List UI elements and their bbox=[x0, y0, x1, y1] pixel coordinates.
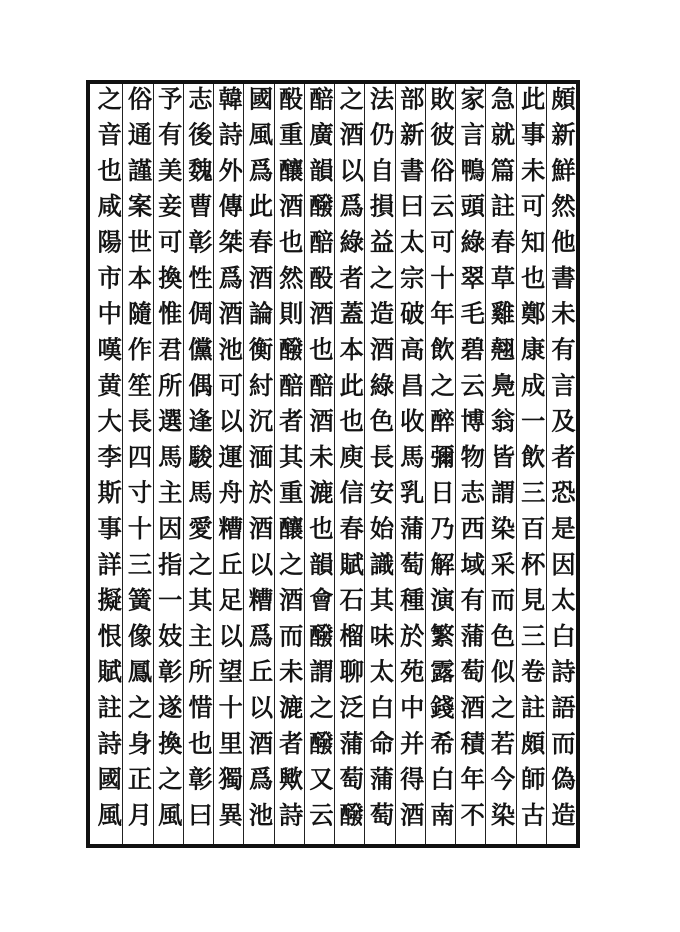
column-rule bbox=[183, 84, 184, 844]
text-column-13 bbox=[183, 86, 213, 844]
column-text: 部新書曰太宗破高昌收馬乳蒲萄種於苑中并得酒 bbox=[395, 86, 425, 838]
column-rule bbox=[213, 84, 214, 844]
column-rule bbox=[546, 84, 547, 844]
text-column-2 bbox=[516, 86, 546, 844]
column-rule bbox=[516, 84, 517, 844]
column-rule bbox=[304, 84, 305, 844]
column-text: 家言鴨頭綠翠毛碧云博物志西域有蒲萄酒積年不 bbox=[456, 86, 486, 838]
column-text: 予有美妾可換惟君所選馬主因指一妓彰遂換之風 bbox=[153, 86, 183, 838]
text-column-3 bbox=[485, 86, 515, 844]
column-text: 此事未可知也鄭康成一飲三百杯見三卷註頗師古 bbox=[516, 86, 546, 838]
text-column-4 bbox=[455, 86, 485, 844]
column-rule bbox=[425, 84, 426, 844]
column-text: 急就篇註春草雞翹鳧翁皆謂染采而色似之若今染 bbox=[486, 86, 516, 838]
column-text: 醅廣韻醱醅酘酒也醅酒未漉也韻會醱謂之醱又云 bbox=[305, 86, 334, 838]
column-text: 國風爲此春酒論衡紂沉湎於酒以糟爲丘以酒爲池 bbox=[244, 86, 274, 838]
text-column-8 bbox=[334, 86, 364, 844]
text-column-16 bbox=[92, 86, 122, 844]
column-rule bbox=[243, 84, 244, 844]
column-rule bbox=[122, 84, 123, 844]
text-column-10 bbox=[274, 86, 304, 844]
column-text: 之音也咸陽市中嘆黄大李斯事詳擬恨賦註詩國風 bbox=[93, 86, 123, 838]
column-rule bbox=[153, 84, 154, 844]
column-text: 志後魏曹彰性倜儻偶逢駿馬愛之其主所惜也彰曰 bbox=[184, 86, 213, 838]
text-column-15 bbox=[122, 86, 152, 844]
column-rule bbox=[334, 84, 335, 844]
column-rule bbox=[455, 84, 456, 844]
column-text: 之酒以爲綠者蓋本此也庾信春賦石榴聊泛蒲萄醱 bbox=[335, 86, 365, 838]
text-column-1 bbox=[546, 86, 576, 844]
text-column-7 bbox=[364, 86, 394, 844]
column-rule bbox=[485, 84, 486, 844]
column-rule bbox=[274, 84, 275, 844]
text-column-9 bbox=[304, 86, 334, 844]
text-column-5 bbox=[425, 86, 455, 844]
text-column-12 bbox=[213, 86, 243, 844]
column-text: 敗彼俗云可十年飲之醉彌日乃解演繁露錢希白南 bbox=[426, 86, 455, 838]
column-text: 頗新鮮然他書未有言及者恐是因太白詩語而偽造 bbox=[547, 86, 576, 838]
column-rule bbox=[395, 84, 396, 844]
column-text: 酘重釀酒也然則醱醅者其重釀之酒而未漉者歟詩 bbox=[274, 86, 304, 838]
column-text: 法仍自損益之造酒綠色長安始識其味太白命蒲萄 bbox=[365, 86, 395, 838]
column-text: 韓詩外傳桀爲酒池可以運舟糟丘足以望十里獨異 bbox=[214, 86, 244, 838]
text-column-14 bbox=[153, 86, 183, 844]
column-text: 俗通謹案世本隨作笙長四寸十三簧像鳳之身正月 bbox=[123, 86, 153, 838]
column-rule bbox=[364, 84, 365, 844]
text-column-11 bbox=[243, 86, 273, 844]
text-column-6 bbox=[395, 86, 425, 844]
